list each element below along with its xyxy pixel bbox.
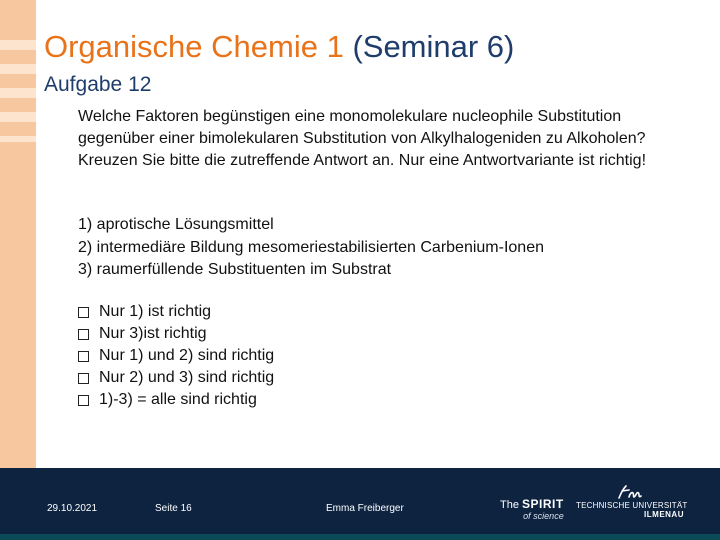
answer-checkbox[interactable] xyxy=(78,351,89,362)
tu-ilmenau-logo xyxy=(576,484,688,519)
question-text: Welche Faktoren begünstigen eine monomolekulare nucleophile Substitution gegenüber einer bimolekularen Substitution von Alkylhalogeniden zu Alkoholen? Kreuzen Sie bitte die zutreffende Antwort an. Nur eine Antwortvariante ist richtig! xyxy=(78,108,647,169)
answer-checkbox[interactable] xyxy=(78,307,89,318)
spirit-sub: of science xyxy=(523,511,564,521)
university-name: TECHNISCHE UNIVERSITÄT xyxy=(576,501,688,510)
side-decor-bar xyxy=(0,0,36,468)
slide-title xyxy=(44,28,514,66)
spirit-main: SPIRIT xyxy=(522,497,564,511)
side-decor-stripe xyxy=(0,40,36,50)
answer-checkbox[interactable] xyxy=(78,329,89,340)
spirit-prefix: The xyxy=(500,499,519,511)
answer-option-label: Nur 1) ist richtig xyxy=(99,303,212,320)
answer-option xyxy=(78,389,274,411)
task-subtitle: Aufgabe 12 xyxy=(44,73,152,96)
answer-option xyxy=(78,323,274,345)
answer-option-label: Nur 3)ist richtig xyxy=(99,325,207,342)
university-city: ILMENAU xyxy=(644,510,684,519)
footer-bottom-line xyxy=(0,534,720,540)
answer-option-label: Nur 1) und 2) sind richtig xyxy=(99,347,275,364)
answer-option xyxy=(78,301,274,323)
answer-option xyxy=(78,367,274,389)
answer-option xyxy=(78,345,274,367)
answer-option-label: Nur 2) und 3) sind richtig xyxy=(99,369,275,386)
footer-page-number: Seite 16 xyxy=(155,503,192,514)
factor-item: 2) intermediäre Bildung mesomeriestabilisierten Carbenium-Ionen xyxy=(78,238,544,256)
footer-author: Emma Freiberger xyxy=(326,503,404,514)
answer-checkbox[interactable] xyxy=(78,395,89,406)
side-decor-stripe xyxy=(0,112,36,122)
factor-item: 3) raumerfüllende Substituenten im Substrat xyxy=(78,261,392,278)
answer-checkbox[interactable] xyxy=(78,373,89,384)
factor-list xyxy=(78,214,544,282)
slide-title-seminar: (Seminar 6) xyxy=(343,29,515,64)
tu-emblem-icon xyxy=(616,484,644,500)
answer-option-label: 1)-3) = alle sind richtig xyxy=(99,391,257,408)
side-decor-stripe xyxy=(0,136,36,142)
factor-item: 1) aprotische Lösungsmittel xyxy=(78,216,274,233)
side-decor-stripe xyxy=(0,88,36,98)
answer-options xyxy=(78,301,274,411)
spirit-of-science-logo xyxy=(500,498,564,521)
footer-date: 29.10.2021 xyxy=(47,503,98,514)
side-decor-stripe xyxy=(0,64,36,74)
slide-title-course: Organische Chemie 1 xyxy=(44,29,344,64)
slide-footer xyxy=(0,468,720,540)
